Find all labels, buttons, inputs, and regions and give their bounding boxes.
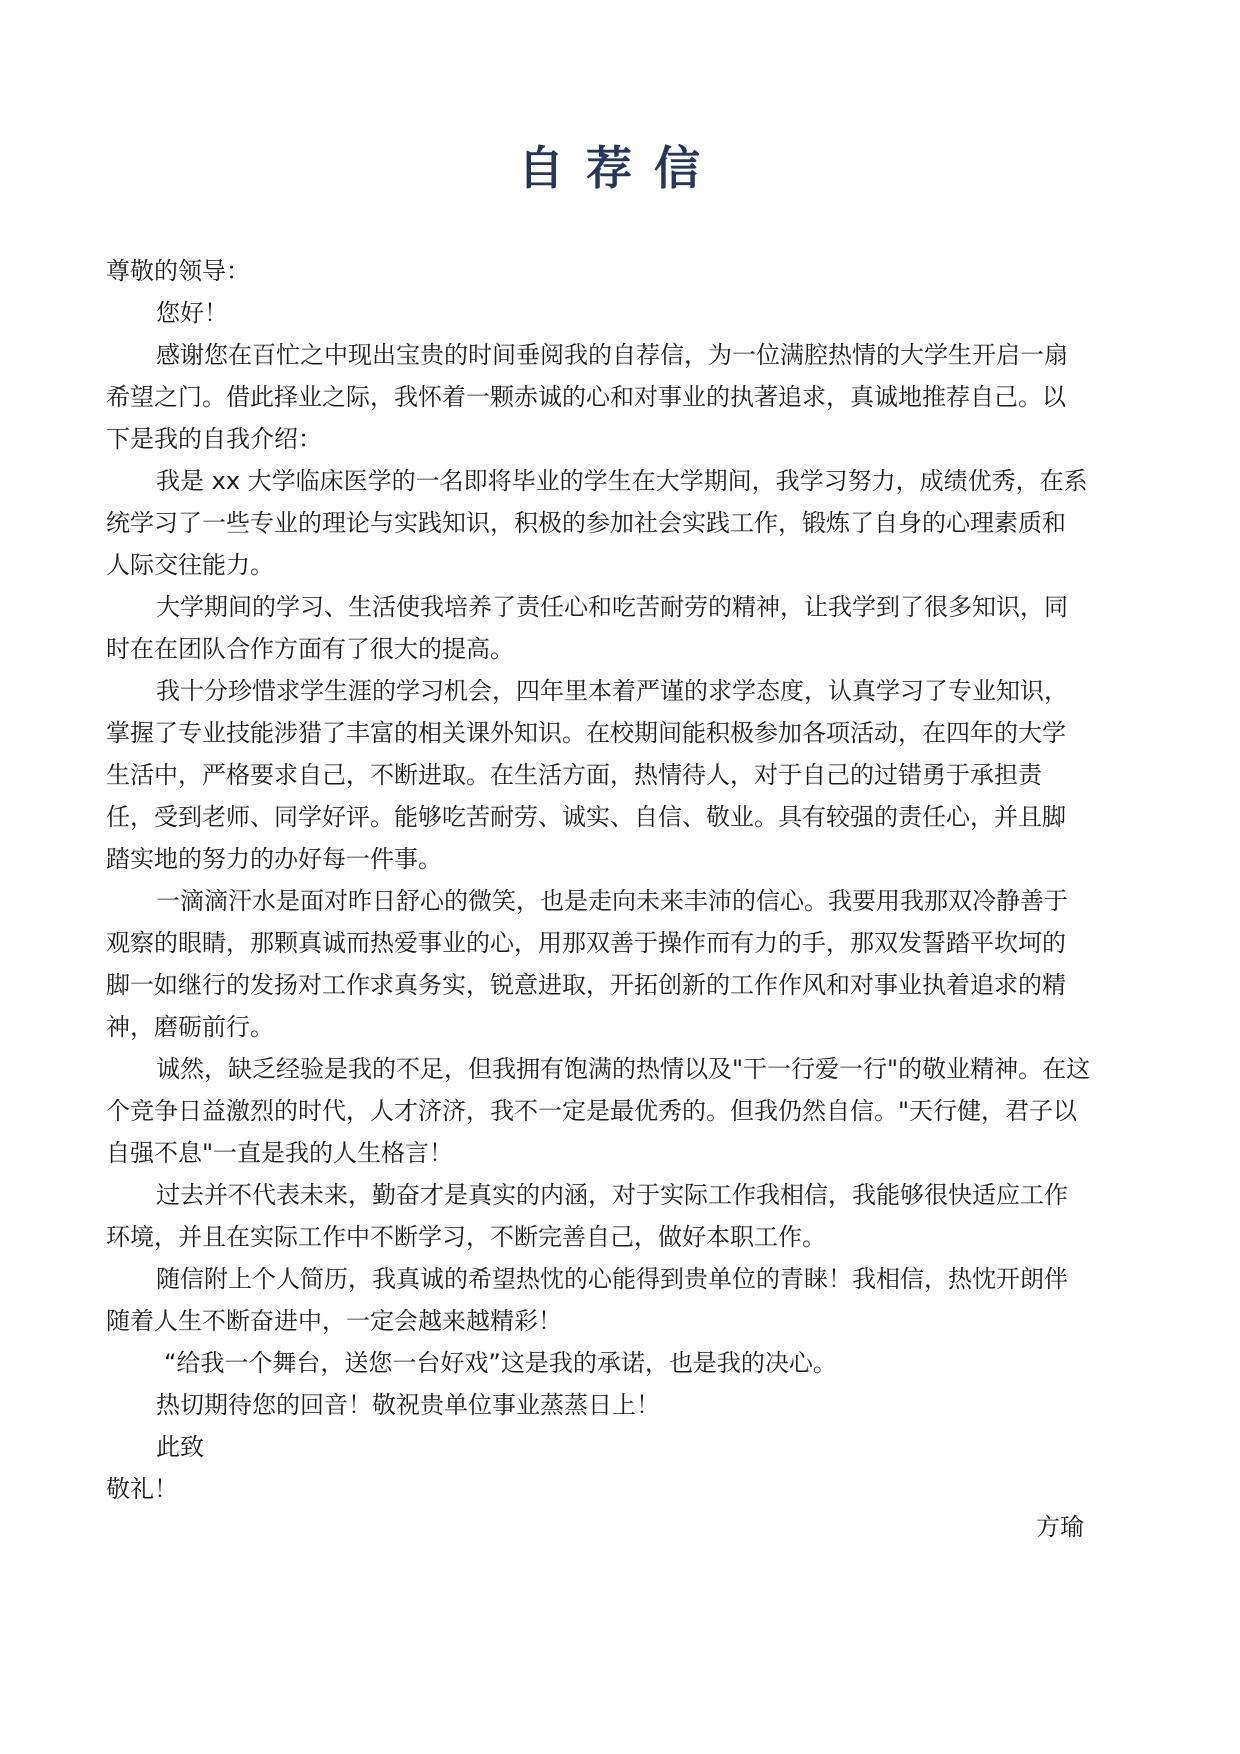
paragraph-line: 环境，并且在实际工作中不断学习，不断完善自己，做好本职工作。 — [106, 1223, 826, 1251]
paragraph-line: 我十分珍惜求学生涯的学习机会，四年里本着严谨的求学态度，认真学习了专业知识， — [156, 677, 1068, 705]
paragraph-line: 感谢您在百忙之中现出宝贵的时间垂阅我的自荐信，为一位满腔热情的大学生开启一扇 — [156, 341, 1068, 369]
closing-wish: 热切期待您的回音！敬祝贵单位事业蒸蒸日上！ — [156, 1391, 660, 1419]
paragraph-line: 时在在团队合作方面有了很大的提高。 — [106, 635, 514, 663]
paragraph-line: 大学期间的学习、生活使我培养了责任心和吃苦耐劳的精神，让我学到了很多知识，同 — [156, 593, 1068, 621]
paragraph-line: 任，受到老师、同学好评。能够吃苦耐劳、诚实、自信、敬业。具有较强的责任心，并且脚 — [106, 803, 1066, 831]
paragraph-line: 脚一如继行的发扬对工作求真务实，锐意进取，开拓创新的工作作风和对事业执着追求的精 — [106, 971, 1066, 999]
signature: 方瑜 — [1036, 1513, 1084, 1541]
paragraph-line: 观察的眼睛，那颗真诚而热爱事业的心，用那双善于操作而有力的手，那双发誓踏平坎坷的 — [106, 929, 1066, 957]
closing-phrase: 此致 — [156, 1433, 204, 1461]
paragraph-line: 希望之门。借此择业之际，我怀着一颗赤诚的心和对事业的执著追求，真诚地推荐自己。以 — [106, 383, 1066, 411]
paragraph-line: 下是我的自我介绍： — [106, 425, 322, 453]
paragraph-line: 统学习了一些专业的理论与实践知识，积极的参加社会实践工作，锻炼了自身的心理素质和 — [106, 509, 1066, 537]
paragraph-line: 诚然，缺乏经验是我的不足，但我拥有饱满的热情以及"干一行爱一行"的敬业精神。在这 — [156, 1055, 1091, 1083]
paragraph-line: 随着人生不断奋进中，一定会越来越精彩！ — [106, 1307, 562, 1335]
paragraph-line: 过去并不代表未来，勤奋才是真实的内涵，对于实际工作我相信，我能够很快适应工作 — [156, 1181, 1068, 1209]
closing-salute: 敬礼！ — [106, 1475, 178, 1503]
letter-body — [106, 250, 1126, 1510]
paragraph-line: 我是 xx 大学临床医学的一名即将毕业的学生在大学期间，我学习努力，成绩优秀，在系 — [156, 467, 1088, 495]
paragraph-line: 神，磨砺前行。 — [106, 1013, 274, 1041]
greeting: 您好！ — [156, 299, 228, 327]
paragraph-line: 人际交往能力。 — [106, 551, 274, 579]
paragraph-line: 掌握了专业技能涉猎了丰富的相关课外知识。在校期间能积极参加各项活动，在四年的大学 — [106, 719, 1066, 747]
paragraph-line: 自强不息"一直是我的人生格言！ — [106, 1139, 454, 1167]
document-title: 自荐信 — [518, 141, 722, 195]
promise-line: “给我一个舞台，送您一台好戏”这是我的承诺，也是我的决心。 — [164, 1349, 837, 1377]
paragraph-line: 生活中，严格要求自己，不断进取。在生活方面，热情待人，对于自己的过错勇于承担责 — [106, 761, 1042, 789]
paragraph-line: 踏实地的努力的办好每一件事。 — [106, 845, 442, 873]
salutation: 尊敬的领导： — [106, 257, 250, 285]
paragraph-line: 一滴滴汗水是面对昨日舒心的微笑，也是走向未来丰沛的信心。我要用我那双冷静善于 — [156, 887, 1068, 915]
paragraph-line: 个竞争日益激烈的时代，人才济济，我不一定是最优秀的。但我仍然自信。"天行健，君子以 — [106, 1097, 1078, 1125]
paragraph-line: 随信附上个人简历，我真诚的希望热忱的心能得到贵单位的青睐！我相信，热忱开朗伴 — [156, 1265, 1068, 1293]
